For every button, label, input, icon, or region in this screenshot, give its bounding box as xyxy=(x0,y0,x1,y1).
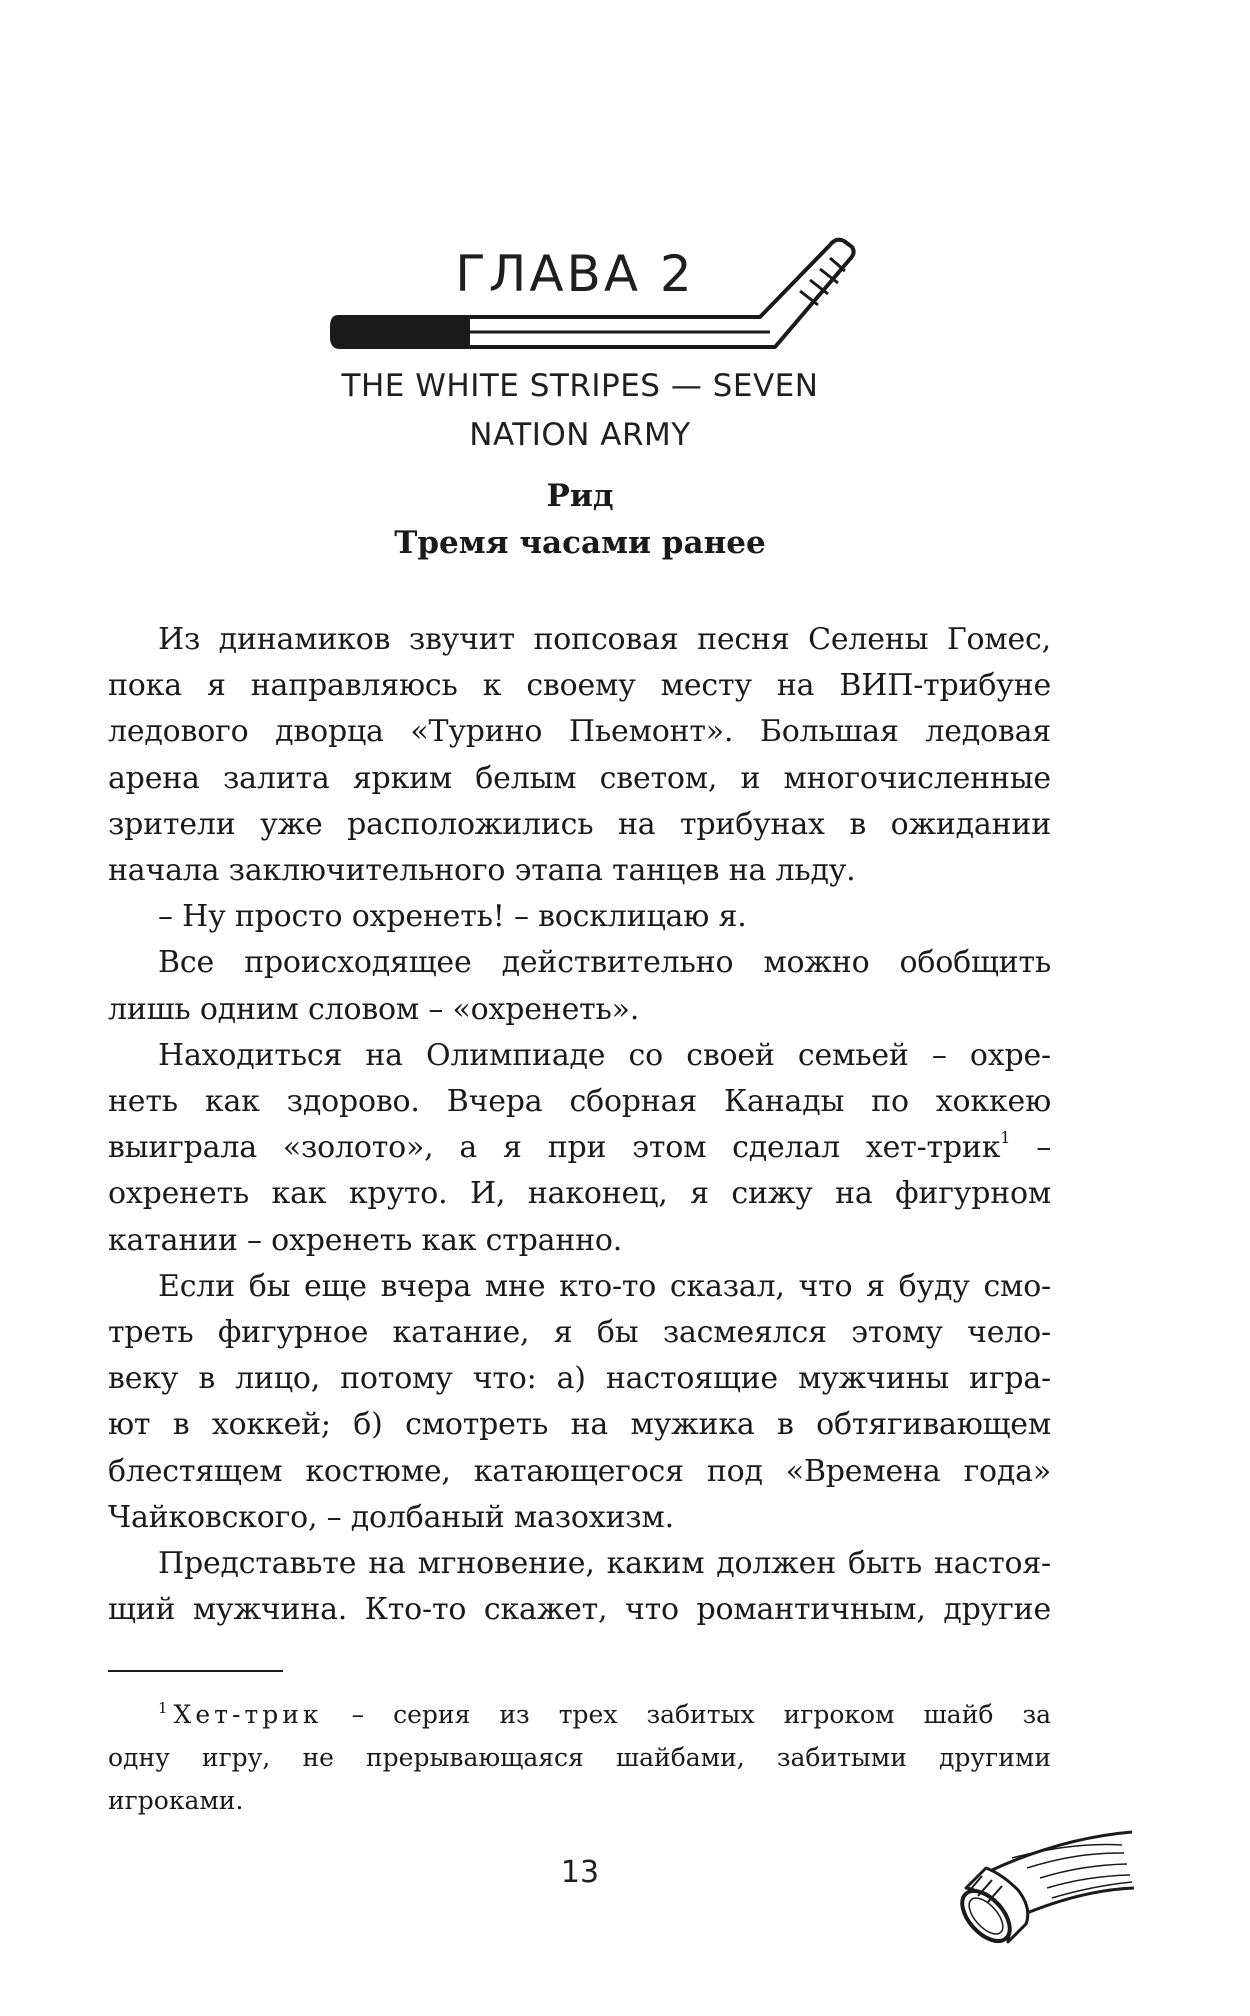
text-line: Из динамиков звучит попсовая песня Селены Гомес, xyxy=(158,622,1051,657)
song-line: THE WHITE STRIPES — SEVEN xyxy=(341,368,819,404)
text-line: зрители уже расположились на трибунах в ожидании xyxy=(108,806,1051,842)
chapter-song xyxy=(250,362,910,460)
text-line: ледового дворца «Турино Пьемонт». Большая ледовая xyxy=(108,714,1051,750)
footnote-text: – серия из трех забитых игроком шайб за xyxy=(322,1700,1051,1729)
text-line: щий мужчина. Кто-то скажет, что романтичным, другие xyxy=(108,1592,1051,1628)
body-text xyxy=(108,617,1051,1633)
text-line: блестящем костюме, катающегося под «Времена года» xyxy=(108,1453,1051,1489)
footnote-term: Хет-трик xyxy=(173,1700,323,1729)
footnote-line: одну игру, не прерывающаяся шайбами, забитыми другими xyxy=(108,1743,1051,1772)
pov-heading: Рид xyxy=(546,478,614,514)
text-line: Находиться на Олимпиаде со своей семьей – охре- xyxy=(158,1037,1051,1073)
text-line: катании – охренеть как странно. xyxy=(108,1222,623,1258)
footnote-line: игроками. xyxy=(108,1786,244,1815)
footnote-line xyxy=(108,1693,1051,1736)
footnote-ref[interactable]: 1 xyxy=(1000,1128,1011,1148)
time-heading: Тремя часами ранее xyxy=(394,525,766,561)
footnote xyxy=(108,1693,1051,1822)
text-line: ют в хоккей; б) смотреть на мужика в обтягивающем xyxy=(108,1407,1051,1443)
chapter-title: ГЛАВА 2 xyxy=(455,245,695,303)
text-line: неть как здорово. Вчера сборная Канады по хоккею xyxy=(108,1084,1051,1120)
text-line: Все происходящее действительно можно обобщить xyxy=(158,945,1051,981)
footnote-divider xyxy=(108,1670,283,1672)
page-number: 13 xyxy=(560,1855,600,1890)
text-line: начала заключительного этапа танцев на льду. xyxy=(108,853,856,889)
text-line-with-footnote xyxy=(108,1125,1051,1171)
hockey-puck-icon xyxy=(952,1820,1142,1950)
chapter-heading xyxy=(330,225,860,365)
text-line: – Ну просто охренеть! – восклицаю я. xyxy=(158,899,747,935)
text-line: арена залита ярким белым светом, и многочисленные xyxy=(108,760,1051,796)
text-line: треть фигурное катание, я бы засмеялся этому чело- xyxy=(108,1315,1051,1351)
text-line: Чайковского, – долбаный мазохизм. xyxy=(108,1499,674,1535)
text-line: охренеть как круто. И, наконец, я сижу на фигурном xyxy=(108,1176,1051,1212)
footnote-number: 1 xyxy=(158,1699,168,1717)
text-fragment: – xyxy=(1010,1130,1051,1166)
text-line: Если бы еще вчера мне кто-то сказал, что я буду смо- xyxy=(158,1268,1051,1304)
song-line: NATION ARMY xyxy=(469,417,691,453)
text-line: пока я направляюсь к своему месту на ВИП-трибуне xyxy=(108,668,1051,704)
text-fragment: выиграла «золото», а я при этом сделал хет-трик xyxy=(108,1130,1001,1166)
text-line: веку в лицо, потому что: а) настоящие мужчины игра- xyxy=(108,1361,1051,1397)
text-line: лишь одним словом – «охренеть». xyxy=(108,991,640,1027)
text-line: Представьте на мгновение, каким должен быть настоя- xyxy=(158,1546,1051,1582)
